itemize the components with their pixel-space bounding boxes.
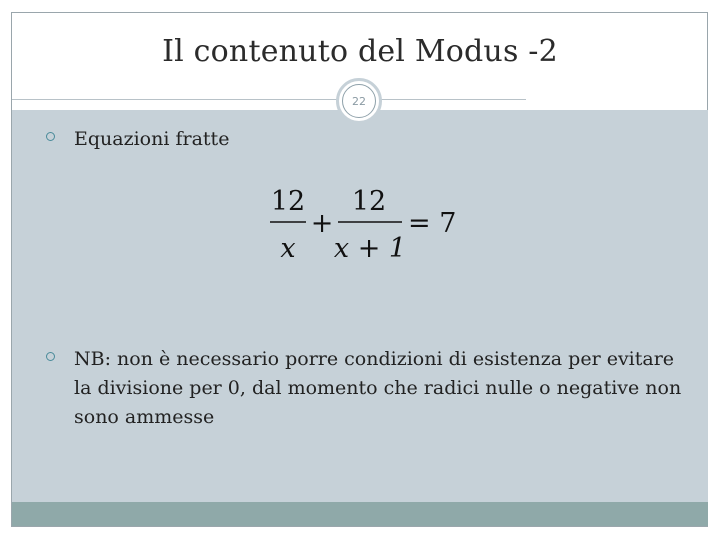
- fraction-equation: [262, 184, 472, 264]
- bullet-text: NB: non è necessario porre condizioni di esistenza per evitare la divisione per 0, dal momento che radici nulle o negative non sono ammesse: [74, 348, 682, 428]
- title-divider: [12, 99, 526, 100]
- content-panel: [12, 110, 708, 502]
- footer-bar: [12, 502, 708, 526]
- numerator-2: 12: [351, 186, 387, 217]
- page-number-badge: [336, 78, 382, 124]
- denominator-1: x: [280, 233, 296, 264]
- plus-sign: +: [310, 208, 334, 239]
- slide-title: Il contenuto del Modus -2: [162, 34, 558, 69]
- page-number: 22: [342, 84, 376, 118]
- denominator-2: x + 1: [333, 233, 407, 264]
- bullet-item-equazioni: [46, 125, 229, 154]
- equals-seven: = 7: [408, 208, 457, 239]
- numerator-1: 12: [270, 186, 306, 217]
- bullet-circle-icon: [46, 132, 55, 141]
- bullet-text: Equazioni fratte: [74, 128, 230, 150]
- bullet-circle-icon: [46, 352, 55, 361]
- bullet-item-nb: [46, 345, 686, 432]
